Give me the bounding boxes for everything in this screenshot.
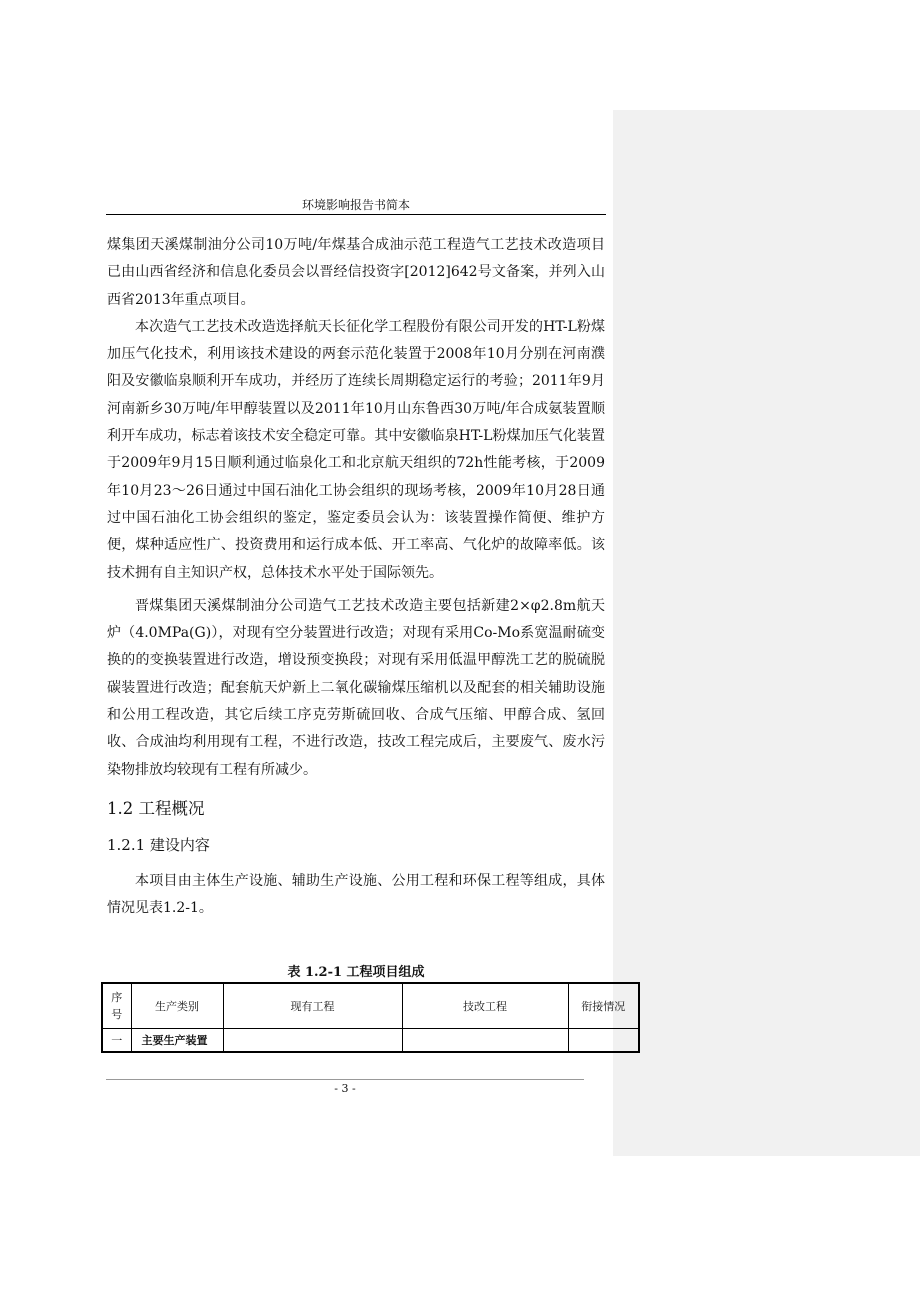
project-composition-table [101,982,640,1053]
paragraph-continued: 煤集团天溪煤制油分公司10万吨/年煤基合成油示范工程造气工艺技术改造项目已由山西省经济和信息化委员会以晋经信投资字[2012]642号文备案，并列入山西省2013年重点项目。 [107,237,605,308]
table-header-row [102,983,639,1029]
page-header: 环境影响报告书简本 [301,198,410,212]
table-row [102,1029,639,1053]
cell-renovation [402,1029,568,1053]
cell-connection [568,1029,639,1053]
cell-existing [223,1029,402,1053]
column-header-connection: 衔接情况 [568,983,639,1029]
column-header-existing: 现有工程 [223,983,402,1029]
column-header-category: 生产类别 [131,983,223,1029]
comment-pane [613,110,920,1156]
column-header-seq [102,983,131,1029]
section-heading: 1.2 工程概况 [107,798,205,818]
subsection-heading: 1.2.1 建设内容 [107,835,210,854]
paragraph-renovation-scope: 晋煤集团天溪煤制油分公司造气工艺技术改造主要包括新建2×φ2.8m航天炉（4.0MPa(G)），对现有空分装置进行改造；对现有采用Co-Mo系宽温耐硫变换的的变换装置进行改造，增设预变换段；对现有采用低温甲醇洗工艺的脱硫脱碳装置进行改造；配套航天炉新上二氧化碳输煤压缩机以及配套的相关辅助设施和公用工程改造，其它后续工序克劳斯硫回收、合成气压缩、甲醇合成、氢回收、合成油均利用现有工程，不进行改造，技改工程完成后，主要废气、废水污染物排放均较现有工程有所减少。 [107,597,605,778]
page-number: - 3 - [334,1082,356,1095]
footer-rule [106,1079,584,1080]
column-header-renovation: 技改工程 [402,983,568,1029]
header-rule [106,214,606,215]
table-caption: 表 1.2-1 工程项目组成 [287,965,425,980]
column-header-seq-bottom: 号 [111,1008,123,1021]
paragraph-gasification-technology: 本次造气工艺技术改造选择航天长征化学工程股份有限公司开发的HT-L粉煤加压气化技术，利用该技术建设的两套示范化装置于2008年10月分别在河南濮阳及安徽临泉顺利开车成功，并经历了连续长周期稳定运行的考验；2011年9月河南新乡30万吨/年甲醇装置以及2011年10月山东鲁西30万吨/年合成氨装置顺利开车成功，标志着该技术安全稳定可靠。其中安徽临泉HT-L粉煤加压气化装置于2009年9月15日顺利通过临泉化工和北京航天组织的72h性能考核，于2009年10月23～26日通过中国石油化工协会组织的现场考核，2009年10月28日通过中国石油化工协会组织的鉴定，鉴定委员会认为：该装置操作简便、维护方便，煤种适应性广、投资费用和运行成本低、开工率高、气化炉的故障率低。该技术拥有自主知识产权，总体技术水平处于国际领先。 [107,318,605,581]
cell-seq: 一 [102,1029,131,1053]
cell-category: 主要生产装置 [131,1029,223,1053]
paragraph-construction-content: 本项目由主体生产设施、辅助生产设施、公用工程和环保工程等组成，具体情况见表1.2-1。 [107,872,605,917]
column-header-seq-top: 序 [111,991,123,1004]
body-text [107,232,605,923]
